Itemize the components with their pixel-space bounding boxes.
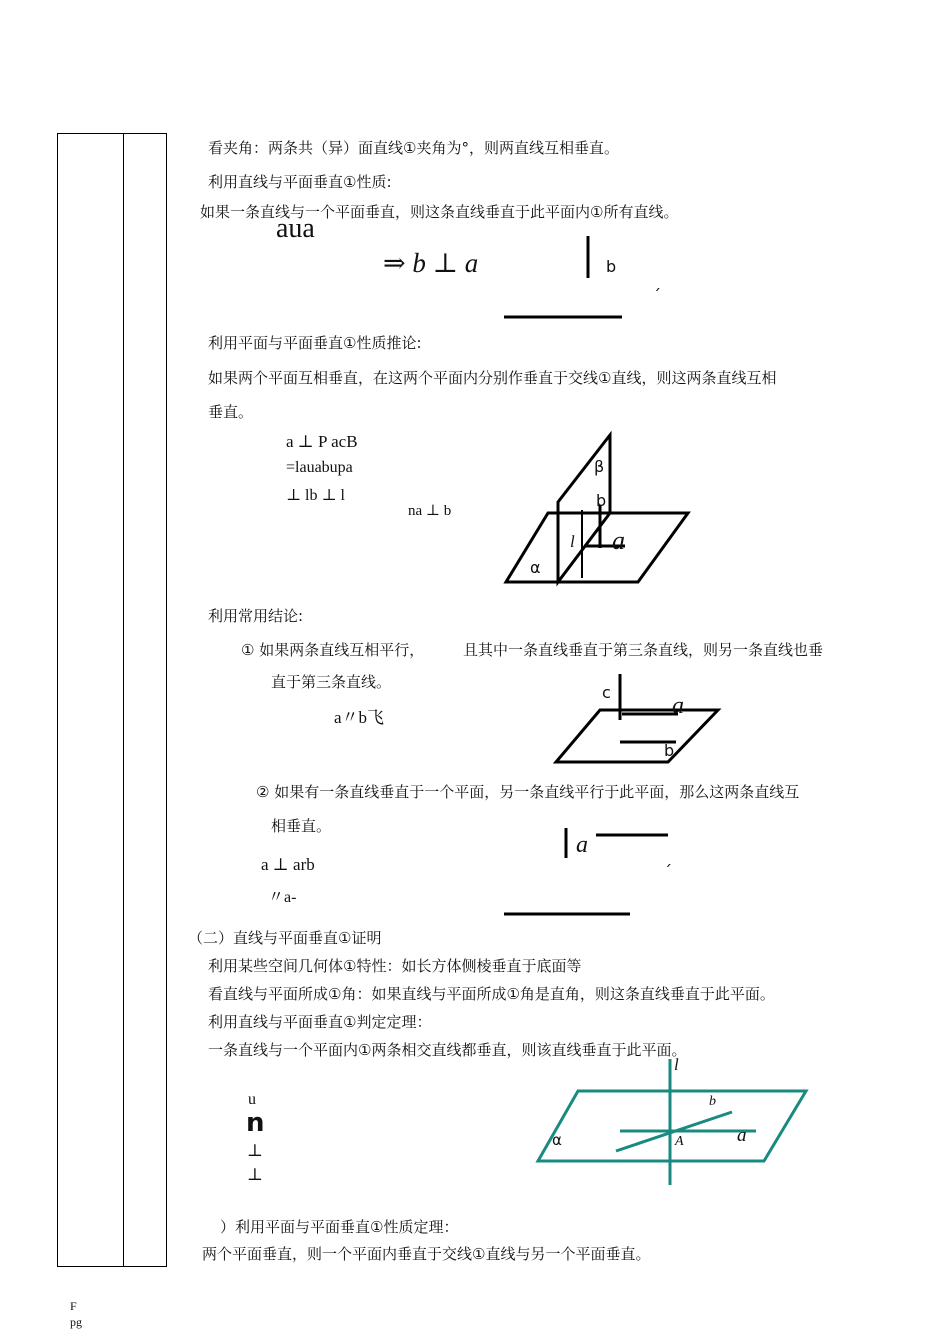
formula3-line1: a〃b飞 — [334, 708, 385, 727]
fig5-label-alpha: α — [552, 1131, 562, 1149]
text-plane-plane-theorem: ）利用平面与平面垂直①性质定理： — [220, 1218, 459, 1236]
formula-aua: aua — [276, 213, 315, 244]
fig5-label-A: A — [675, 1134, 684, 1149]
text-plane-plane-theorem-statement: 两个平面垂直，则一个平面内垂直于交线①直线与另一个平面垂直。 — [202, 1245, 651, 1263]
footer-f: F — [70, 1299, 77, 1313]
frame-mid — [123, 133, 124, 1267]
formula3-line2: a ⊥ arb — [261, 855, 315, 874]
text-conclusion2-a: ② 如果有一条直线垂直于一个平面，另一条直线平行于此平面，那么这两条直线互 — [256, 783, 800, 801]
text-common-conclusions: 利用常用结论: — [208, 607, 304, 625]
text-plane-plane-statement: 如果两个平面互相垂直，在这两个平面内分别作垂直于交线①直线，则这两条直线互相 — [208, 369, 777, 387]
figure-parallel-lines — [550, 670, 730, 770]
fig2-label-l: l — [570, 532, 575, 551]
text-angle-rule: 看夹角：两条共（异）面直线①夹角为°，则两直线互相垂直。 — [208, 139, 619, 157]
text-criterion-statement: 一条直线与一个平面内①两条相交直线都垂直，则该直线垂直于此平面。 — [208, 1041, 687, 1059]
fig3-plane — [556, 710, 718, 762]
fig5-label-b: b — [709, 1094, 716, 1109]
fig2-label-beta: β — [594, 457, 605, 476]
text-conclusion1-b: 且其中一条直线垂直于第三条直线，则另一条直线也垂 — [463, 641, 824, 659]
text-conclusion1-c: 直于第三条直线。 — [271, 673, 392, 691]
frame-right — [166, 133, 167, 1267]
text-line-plane-statement: 如果一条直线与一个平面垂直，则这条直线垂直于此平面内①所有直线。 — [200, 203, 679, 221]
fig1-label-b: b — [606, 257, 617, 276]
figure-line-parallel-plane — [500, 820, 680, 920]
formula4-perp2: ⊥ — [247, 1165, 263, 1184]
frame-bottom — [57, 1266, 167, 1267]
frame-top — [57, 133, 167, 134]
fig3-label-b: b — [664, 741, 675, 760]
text-conclusion1-a: ① 如果两条直线互相平行， — [241, 641, 425, 659]
text-plane-plane-corollary: 利用平面与平面垂直①性质推论: — [208, 334, 422, 352]
formula2-line1: a ⊥ P acB — [286, 432, 358, 451]
fig4-mark: ˏ — [664, 848, 672, 867]
figure-line-plane — [500, 230, 670, 330]
formula-b-perp-a: ⇒ b ⊥ a — [383, 248, 479, 278]
formula4-n: n — [246, 1108, 265, 1138]
fig2-label-alpha: α — [530, 558, 541, 577]
fig5-plane — [538, 1091, 806, 1161]
formula4-u: u — [248, 1091, 256, 1108]
fig4-label-a: a — [576, 832, 588, 858]
formula3-line3: 〃a- — [268, 889, 297, 906]
formula4-perp1: ⊥ — [247, 1141, 263, 1160]
text-criterion-theorem: 利用直线与平面垂直①判定定理： — [208, 1013, 432, 1031]
text-plane-plane-statement-end: 垂直。 — [208, 403, 254, 421]
fig5-label-a: a — [737, 1125, 747, 1146]
formula2-line3: ⊥ lb ⊥ l — [286, 487, 345, 504]
fig2-label-a: a — [612, 526, 625, 555]
fig3-label-c: c — [602, 683, 611, 702]
text-conclusion2-b: 相垂直。 — [271, 817, 332, 835]
text-geometry-property: 利用某些空间几何体①特性：如长方体侧棱垂直于底面等 — [208, 957, 582, 975]
heading-line-plane-proof: （二）直线与平面垂直①证明 — [188, 929, 382, 947]
formula2-line2: =lauabupa — [286, 459, 353, 476]
text-line-plane-property: 利用直线与平面垂直①性质: — [208, 173, 392, 191]
figure-criterion — [530, 1055, 820, 1190]
frame-left — [57, 133, 58, 1267]
fig2-label-b: b — [596, 491, 607, 510]
fig3-label-a: a — [672, 693, 684, 719]
fig1-mark: ˏ — [653, 272, 661, 291]
text-angle-line-plane: 看直线与平面所成①角：如果直线与平面所成①角是直角，则这条直线垂直于此平面。 — [208, 985, 775, 1003]
fig5-label-l: l — [674, 1055, 679, 1074]
formula2-line4: na ⊥ b — [408, 503, 452, 519]
footer-pg: pg — [70, 1315, 82, 1329]
